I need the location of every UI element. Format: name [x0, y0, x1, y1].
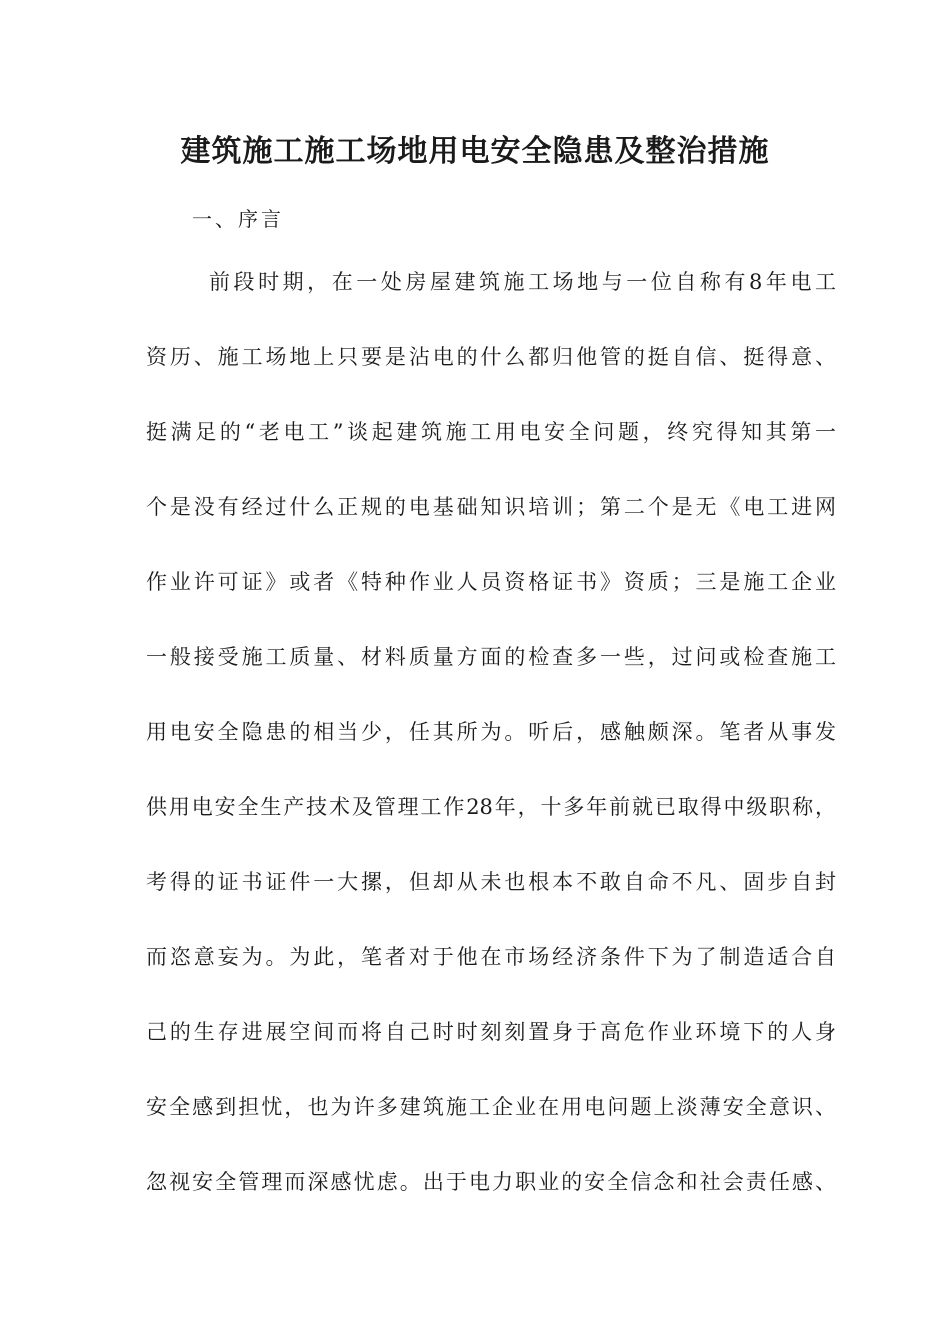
paragraph-line: 挺满足的“老电工”谈起建筑施工用电安全问题，终究得知其第一 — [146, 420, 836, 444]
paragraph-line: 考得的证书证件一大摞，但却从未也根本不敢自命不凡、固步自封 — [146, 870, 836, 894]
paragraph-line: 安全感到担忧，也为许多建筑施工企业在用电问题上淡薄安全意识、 — [146, 1095, 836, 1119]
paragraph-line: 作业许可证》或者《特种作业人员资格证书》资质；三是施工企业 — [146, 570, 836, 594]
document-title: 建筑施工施工场地用电安全隐患及整治措施 — [180, 134, 770, 169]
paragraph-line: 供用电安全生产技术及管理工作28年，十多年前就已取得中级职称， — [146, 795, 836, 819]
paragraph-line: 忽视安全管理而深感忧虑。出于电力职业的安全信念和社会责任感、 — [146, 1170, 836, 1194]
paragraph-line: 用电安全隐患的相当少，任其所为。听后，感触颇深。笔者从事发 — [146, 720, 836, 744]
paragraph-line: 己的生存进展空间而将自己时时刻刻置身于高危作业环境下的人身 — [146, 1020, 836, 1044]
paragraph-line: 个是没有经过什么正规的电基础知识培训；第二个是无《电工进网 — [146, 495, 836, 519]
paragraph-line: 资历、施工场地上只要是沾电的什么都归他管的挺自信、挺得意、 — [146, 345, 836, 369]
paragraph-line: 而恣意妄为。为此，笔者对于他在市场经济条件下为了制造适合自 — [146, 945, 836, 969]
paragraph — [146, 266, 836, 1241]
paragraph-line: 一般接受施工质量、材料质量方面的检查多一些，过问或检查施工 — [146, 645, 836, 669]
paragraph-line: 前段时期，在一处房屋建筑施工场地与一位自称有8年电工 — [209, 270, 836, 294]
section-heading: 一、序言 — [192, 207, 284, 231]
